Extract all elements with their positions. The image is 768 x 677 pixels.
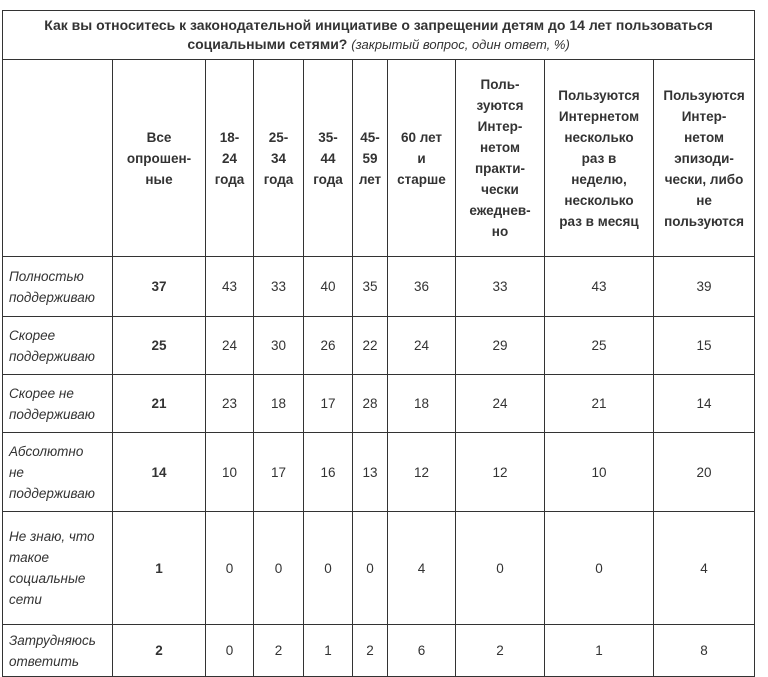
table-cell: 25 <box>113 317 206 375</box>
table-cell: 15 <box>654 317 755 375</box>
header-row <box>3 60 755 257</box>
table-cell: 2 <box>113 625 206 677</box>
table-cell: 23 <box>206 375 254 433</box>
table-cell: 33 <box>254 257 304 317</box>
table-cell: 0 <box>545 512 654 625</box>
table-cell: 25 <box>545 317 654 375</box>
table-cell: 36 <box>388 257 456 317</box>
table-cell: 18 <box>254 375 304 433</box>
column-header-internet-daily: Поль- зуются Интер- нетом практи- чески ежеднев- но <box>456 60 545 257</box>
table-cell: 40 <box>304 257 353 317</box>
table-cell: 1 <box>545 625 654 677</box>
table-cell: 8 <box>654 625 755 677</box>
table-cell: 1 <box>304 625 353 677</box>
table-cell: 0 <box>206 625 254 677</box>
row-label: Скорее не поддерживаю <box>3 375 113 433</box>
table-cell: 24 <box>456 375 545 433</box>
table-cell: 1 <box>113 512 206 625</box>
table-row <box>3 512 755 625</box>
row-label: Скорее поддерживаю <box>3 317 113 375</box>
column-header-internet-rarely: Пользуются Интер- нетом эпизоди- чески, либо не пользуются <box>654 60 755 257</box>
table-cell: 12 <box>456 433 545 512</box>
table-cell: 10 <box>206 433 254 512</box>
table-cell: 28 <box>353 375 388 433</box>
table-cell: 6 <box>388 625 456 677</box>
table-title <box>3 11 755 60</box>
table-cell: 4 <box>388 512 456 625</box>
table-cell: 2 <box>254 625 304 677</box>
header-corner <box>3 60 113 257</box>
table-cell: 37 <box>113 257 206 317</box>
row-label: Абсолютно не поддерживаю <box>3 433 113 512</box>
column-header-35-44: 35- 44 года <box>304 60 353 257</box>
table-row <box>3 625 755 677</box>
table-cell: 24 <box>206 317 254 375</box>
table-row <box>3 433 755 512</box>
table-cell: 16 <box>304 433 353 512</box>
table-cell: 35 <box>353 257 388 317</box>
survey-table-wrapper <box>2 10 754 677</box>
column-header-45-59: 45- 59 лет <box>353 60 388 257</box>
table-cell: 10 <box>545 433 654 512</box>
table-cell: 0 <box>254 512 304 625</box>
table-cell: 20 <box>654 433 755 512</box>
column-header-60-plus: 60 лет и старше <box>388 60 456 257</box>
table-cell: 24 <box>388 317 456 375</box>
table-cell: 2 <box>456 625 545 677</box>
table-cell: 39 <box>654 257 755 317</box>
table-cell: 0 <box>353 512 388 625</box>
table-cell: 0 <box>206 512 254 625</box>
column-header-all: Все опрошен- ные <box>113 60 206 257</box>
survey-table <box>2 10 755 677</box>
table-cell: 30 <box>254 317 304 375</box>
table-row <box>3 317 755 375</box>
table-cell: 0 <box>456 512 545 625</box>
table-cell: 21 <box>113 375 206 433</box>
table-cell: 17 <box>254 433 304 512</box>
row-label: Затрудняюсь ответить <box>3 625 113 677</box>
table-row <box>3 375 755 433</box>
table-row <box>3 257 755 317</box>
table-cell: 0 <box>304 512 353 625</box>
table-cell: 18 <box>388 375 456 433</box>
row-label: Не знаю, что такое социальные сети <box>3 512 113 625</box>
table-cell: 29 <box>456 317 545 375</box>
table-cell: 4 <box>654 512 755 625</box>
table-cell: 14 <box>654 375 755 433</box>
column-header-18-24: 18- 24 года <box>206 60 254 257</box>
table-cell: 33 <box>456 257 545 317</box>
table-cell: 2 <box>353 625 388 677</box>
table-cell: 13 <box>353 433 388 512</box>
table-cell: 12 <box>388 433 456 512</box>
title-note: (закрытый вопрос, один ответ, %) <box>351 37 570 52</box>
table-cell: 21 <box>545 375 654 433</box>
table-cell: 43 <box>545 257 654 317</box>
column-header-25-34: 25- 34 года <box>254 60 304 257</box>
table-cell: 14 <box>113 433 206 512</box>
column-header-internet-weekly-monthly: Пользуются Интернетом несколько раз в неделю, несколько раз в месяц <box>545 60 654 257</box>
table-cell: 22 <box>353 317 388 375</box>
table-cell: 43 <box>206 257 254 317</box>
row-label: Полностью поддерживаю <box>3 257 113 317</box>
title-question: Как вы относитесь к законодательной инициативе о запрещении детям до 14 лет пользоваться социальными сетями? <box>44 17 713 52</box>
table-cell: 17 <box>304 375 353 433</box>
table-cell: 26 <box>304 317 353 375</box>
